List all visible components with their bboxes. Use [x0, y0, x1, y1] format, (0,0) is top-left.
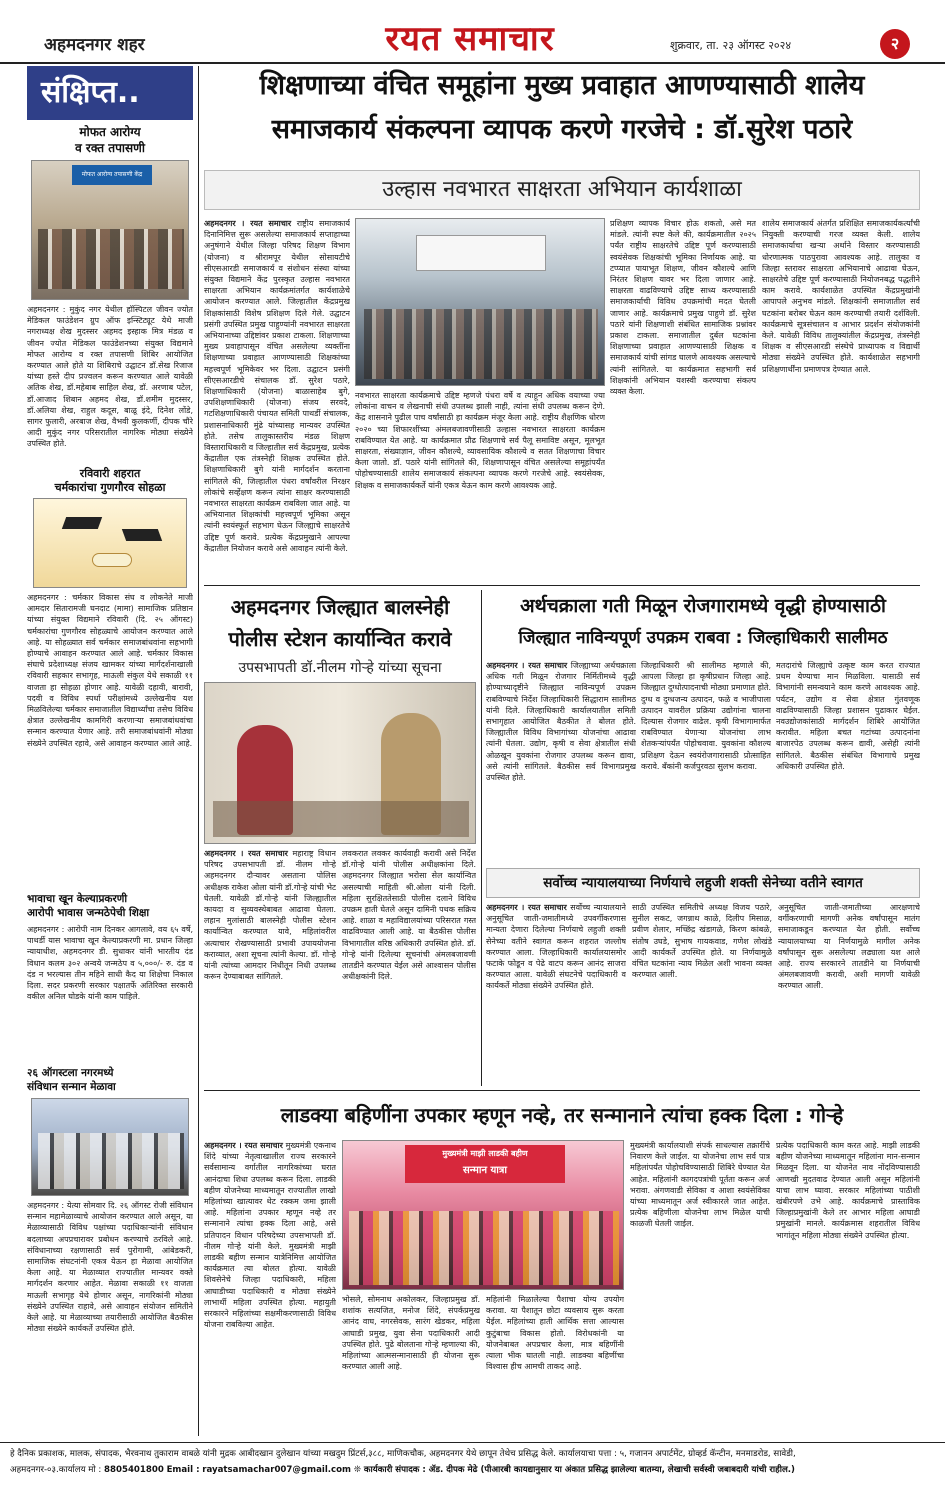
constitution-story: अहमदनगर : येत्या सोमवार दि. २६ ऑगस्ट रोजी संविधान सन्मान महामेळाव्याचे आयोजन करण्यात आले असून, या मेळाव्यासाठी विविध पक्षांच्या पदाधिकाऱ्यांनी संविधान बदलाच्या अपप्रचारावर प्रबोधन करण्याचे ठरविले आहे. संविधानाच्या रक्षणासाठी सर्व पुरोगामी, आंबेडकरी, सामाजिक संघटनांनी एकत्र येऊन हा मेळावा आयोजित केला आहे. या मेळाव्यात राज्यातील मान्यवर वक्ते मार्गदर्शन करणार आहेत. मेळावा सकाळी ११ वाजता माऊली सभागृह येथे होणार असून, नागरिकांनी मोठ्या संख्येने उपस्थित राहावे, असे आवाहन संयोजन समितीने केले आहे. या मेळाव्याच्या तयारीसाठी आयोजित बैठकीस मोठ्या संख्येने कार्यकर्ते उपस्थित होते. [27, 1201, 193, 1334]
footer-email[interactable]: rayatsamachar007@gmail.com [202, 1465, 351, 1475]
yatra-banner-sub: सन्मान यात्रा [462, 1165, 508, 1176]
lead-workshop-photo [355, 218, 605, 386]
collector-column-3: मतदारांचे जिल्ह्याचे उत्कृष्ट काम करत राज्यात प्रथम येण्याचा मान मिळविला. यासाठी सर्व विभागांनी समन्वयाने काम करणे आवश्यक आहे. पर्यटन, उद्योग व सेवा क्षेत्रात गुंतवणूक वाढविण्यासाठी जिल्हा प्रशासन पुढाकार घेईल. नवउद्योजकांसाठी मार्गदर्शन शिबिरे आयोजित करावीत. महिला बचत गटांच्या उत्पादनांना बाजारपेठ उपलब्ध करून द्यावी, असेही त्यांनी सांगितले. बैठकीस संबंधित विभागाचे प्रमुख अधिकारी उपस्थित होते. [776, 661, 920, 771]
lead-headline-line1: शिक्षणाच्या वंचित समूहांना मुख्य प्रवाहात आणण्यासाठी शालेय [259, 70, 865, 101]
ladki-column-3: महिलांनी मिळालेल्या पैशाचा योग्य उपयोग करावा. या पैशातून छोटा व्यवसाय सुरू करता येईल. महिलांच्या हाती आर्थिक सत्ता आल्यास कुटुंबाचा विकास होतो. विरोधकांनी या योजनेबाबत अपप्रचार केला, मात्र बहिणींनी त्याला भीक घातली नाही. लाडक्या बहिणींचा विश्वास हीच आमची ताकद आहे. [486, 1295, 624, 1372]
sidebar-pre-cobbler: रविवारी शहरात [79, 467, 141, 480]
lead-headline-line2: समाजकार्य संकल्पना व्यापक करणे गरजेचे : डॉ.सुरेश पठारे [271, 114, 853, 145]
footer-address-tail: अहमदनगर-०३.कार्यालय मो : [10, 1465, 102, 1475]
ladki-headline: लाडक्या बहिणींना उपकार म्हणून नव्हे, तर सन्मानाने त्यांचा हक्क दिला : गोऱ्हे [280, 1103, 844, 1127]
footer-imprint-line2 [10, 1462, 935, 1478]
sidebar-headline-murder: भावाचा खून केल्याप्रकरणी आरोपी भावास जन्मठेपेची शिक्षा [27, 893, 150, 919]
lead-column-3: प्रशिक्षण व्यापक विचार होऊ शकतो, असे मत मांडले. त्यांनी स्पष्ट केले की, कार्यक्रमातील २०२५ पर्यंत राष्ट्रीय साक्षरतेचे उद्दिष्ट पूर्ण करण्यासाठी स्वयंसेवक शिक्षकांची भूमिका निर्णायक आहे. या टप्प्यात पायाभूत शिक्षण, जीवन कौशल्ये आणि निरंतर शिक्षण यावर भर दिला जाणार आहे. साक्षरता वाढविण्याचे उद्दिष्ट साध्य करण्यासाठी समाजकार्याची विविध उपक्रमांची मदत घेतली जाणार आहे. कार्यक्रमाचे प्रमुख पाहुणे डॉ. सुरेश पठारे यांनी शिक्षणाशी संबंधित सामाजिक प्रश्नांवर प्रकाश टाकला. समाजातील दुर्बल घटकांना शिक्षणाच्या प्रवाहात आणण्यासाठी शिक्षक व समाजकार्य यांची सांगड घालणे आवश्यक असल्याचे त्यांनी सांगितले. या कार्यक्रमात सहभागी सर्व शिक्षकांनी अभियान यशस्वी करण्याचा संकल्प व्यक्त केला. [610, 219, 756, 397]
police-byline: अहमदनगर । रयत समाचार [204, 849, 288, 858]
footer-editor-note: ❊ कार्यकारी संपादक : ॲड. दीपक मेढे (पीआरबी कायद्यानुसार या अंकात प्रसिद्ध झालेल्या बातम्या, लेखाची सर्वस्वी जबाबदारी यांची राहील.) [353, 1465, 795, 1475]
collector-column-2: जिल्हाधिकारी श्री सालीमठ म्हणाले की, आपला जिल्हा हा कृषीप्रधान जिल्हा आहे. जिल्ह्यात दुग्धोत्पादनाची मोठ्या प्रमाणात होते. दुग्ध व दुग्धजन्य उत्पादन, फळे व भाजीपाला उत्पादन यावरील प्रक्रिया उद्योगांना चालना दिल्यास रोजगार वाढेल. कृषी विभागामार्फत राबविण्यात येणाऱ्या योजनांचा लाभ शेतकऱ्यांपर्यंत पोहोचवावा. युवकांना कौशल्य प्रशिक्षण देऊन स्वयंरोजगारासाठी प्रोत्साहित करावे. बँकांनी कर्जपुरवठा सुलभ करावा. [641, 661, 771, 771]
sofa [213, 801, 469, 837]
ladki-column-5: प्रत्येक पदाधिकारी काम करत आहे. माझी लाडकी बहीण योजनेच्या माध्यमातून महिलांना मान-सन्मान मिळवून दिला. या योजनेत नाव नोंदविण्यासाठी आणखी मुदतवाढ देण्यात आली असून महिलांनी याचा लाभ घ्यावा. सरकार महिलांच्या पाठीशी खंबीरपणे उभे आहे. कार्यक्रमाचे प्रास्ताविक जिल्हाप्रमुखांनी केले तर आभार महिला आघाडी प्रमुखांनी मानले. कार्यक्रमास शहरातील विविध भागांतून महिला मोठ्या संख्येने उपस्थित होत्या. [776, 1141, 920, 1240]
court-column-3: अनुसूचित जाती-जमातीच्या आरक्षणाचे वर्गीकरणाची मागणी अनेक वर्षांपासून मातंग समाजाकडून करण्यात येत होती. सर्वोच्च न्यायालयाच्या या निर्णयामुळे मागील अनेक वर्षांपासून सुरू असलेल्या लढ्याला यश आले आहे. राज्य सरकारने तातडीने या निर्णयाची अंमलबजावणी करावी, अशी मागणी यावेळी करण्यात आली. [778, 903, 920, 991]
lead-column-1 [204, 218, 350, 580]
ladki-yatra-photo [342, 1140, 624, 1290]
crowd-row [349, 1211, 619, 1285]
police-column-1 [204, 848, 336, 1086]
diploma-icon [92, 553, 132, 567]
page-number: २ [880, 29, 910, 59]
people-row [38, 1133, 184, 1189]
police-divider [481, 590, 482, 1086]
collector-headline-line2: जिल्ह्यात नाविन्यपूर्ण उपक्रम राबवा : जिल्हाधिकारी सालीमठ [518, 628, 888, 648]
court-text-1: सर्वोच्च न्यायालयाने अनुसूचित जाती-जमातीमध्ये उपवर्गीकरणास मान्यता देणारा दिलेल्या निर्णयाचे लहुजी शक्ती सेनेच्या वतीने स्वागत करून शहरात जल्लोष करण्यात आला. जिल्हाधिकारी कार्यालयासमोर फटाके फोडून व पेढे वाटप करून आनंद साजरा करण्यात आला. यावेळी संघटनेचे पदाधिकारी व कार्यकर्ते मोठ्या संख्येने उपस्थित होते. [486, 903, 626, 991]
lead-subhead: उल्हास नवभारत साक्षरता अभियान कार्यशाळा [204, 170, 920, 210]
murder-story: अहमदनगर : आरोपी नाम दिनकर आगलावे, वय ६५ वर्षे, पाथर्डी यास भावाचा खून केल्याप्रकरणी मा. प्रधान जिल्हा न्यायाधीश, अहमदनगर डी. सुधाकर यांनी भारतीय दंड विधान कलम ३०२ अन्वये जन्मठेप व ५,०००/- रु. दंड व दंड न भरल्यास तीन महिने साधी कैद या शिक्षेचा निकाल दिला. सदर प्रकरणी सरकार पक्षातर्फे अतिरिक्त सरकारी वकील अनिल घोडके यांनी काम पाहिले. [27, 925, 193, 1002]
court-column-2: साठी उपस्थित समितीचे अध्यक्ष विजय पठारे, सुनील सकट, जगन्नाथ काळे, दिलीप मिसाळ, प्रवीण शेलार, मच्छिंद्र खंडागळे, किरण कांबळे, संतोष उघडे, सुभाष गायकवाड, गणेश लोखंडे आदी कार्यकर्ते उपस्थित होते. या निर्णयामुळे वंचित घटकांना न्याय मिळेल अशी भावना व्यक्त करण्यात आली. [632, 903, 772, 980]
police-column-2: लवकरात लवकर कार्यवाही करावी असे निर्देश डॉ.गोऱ्हे यांनी पोलीस अधीक्षकांना दिले. अहमदनगर जिल्ह्यात भरोसा सेल कार्यान्वित असल्याची माहिती श्री.ओला यांनी दिली. महिला सुरक्षिततेसाठी पोलीस दलाने विविध उपक्रम हाती घेतले असून दामिनी पथक सक्रिय आहे. शाळा व महाविद्यालयांच्या परिसरात गस्त वाढविण्यात आली आहे. या बैठकीस पोलीस विभागातील वरिष्ठ अधिकारी उपस्थित होते. डॉ. गोऱ्हे यांनी दिलेल्या सूचनांची अंमलबजावणी तातडीने करण्यात येईल असे आश्वासन पोलीस अधीक्षकांनी दिले. [342, 849, 476, 982]
people-row [38, 229, 184, 289]
lead-column-4: शालेय समाजकार्य अंतर्गत प्रशिक्षित समाजकार्यकर्त्यांची नियुक्ती करण्याची गरज व्यक्त केली. शालेय समाजकार्याचा खऱ्या अर्थाने विस्तार करण्यासाठी धोरणात्मक पाठपुरावा आवश्यक आहे. तालुका व जिल्हा स्तरावर साक्षरता अभियानाचे आढावा घेऊन, साक्षरतेचे उद्दिष्ट पूर्ण करण्यासाठी नियोजनबद्ध पद्धतीने काम करावे. कार्यशाळेत उपस्थित केंद्रप्रमुखांनी आपापले अनुभव मांडले. शिक्षकांनी समाजातील सर्व घटकांना बरोबर घेऊन काम करण्याची तयारी दर्शविली. कार्यक्रमाचे सूत्रसंचालन व आभार प्रदर्शन संयोजकांनी केले. यावेळी विविध तालुक्यांतील केंद्रप्रमुख, तंत्रस्नेही शिक्षक व सीएसआरडी संस्थेचे प्राध्यापक व विद्यार्थी मोठ्या संख्येने उपस्थित होते. कार्यशाळेत सहभागी प्रशिक्षणार्थींना प्रमाणपत्र देण्यात आले. [762, 219, 920, 374]
constitution-meeting-photo [31, 1098, 189, 1196]
graduation-photo [33, 498, 187, 588]
police-headline-line1: अहमदनगर जिल्ह्यात बालस्नेही [230, 595, 450, 619]
police-meeting-photo [204, 682, 476, 844]
ladki-text-1: मुख्यमंत्री एकनाथ शिंदे यांच्या नेतृत्वाखालील राज्य सरकारने सर्वसामान्य वर्गातील नागरिकांच्या घरात आनंदाचा शिधा उपलब्ध करून दिला. लाडकी बहीण योजनेच्या माध्यमातून राज्यातील लाखो महिलांच्या खात्यावर थेट रक्कम जमा झाली आहे. महिलांना उपकार म्हणून नव्हे तर सन्मानाने त्यांचा हक्क दिला आहे, असे प्रतिपादन विधान परिषदेच्या उपसभापती डॉ. नीलम गोऱ्हे यांनी केले. मुख्यमंत्री माझी लाडकी बहीण सन्मान यात्रेनिमित्त आयोजित कार्यक्रमात त्या बोलत होत्या. यावेळी शिवसेनेचे जिल्हा पदाधिकारी, महिला आघाडीच्या पदाधिकारी व मोठ्या संख्येने लाभार्थी महिला उपस्थित होत्या. महायुती सरकारने महिलांच्या सक्षमीकरणासाठी विविध योजना राबविल्या आहेत. [204, 1141, 336, 1330]
court-column-1 [486, 902, 626, 1086]
yatra-banner [405, 1145, 565, 1183]
footer-phone: 8805401800 [104, 1465, 164, 1475]
ladki-column-4: मुख्यमंत्री कार्यालयाशी संपर्क साधल्यास तक्रारींचे निवारण केले जाईल. या योजनेचा लाभ सर्व पात्र महिलांपर्यंत पोहोचविण्यासाठी शिबिरे घेण्यात येत आहेत. महिलांनी कागदपत्रांची पूर्तता करून अर्ज भरावा. अंगणवाडी सेविका व आशा स्वयंसेविका यांच्या माध्यमातून अर्ज स्वीकारले जात आहेत. प्रत्येक बहिणीला योजनेचा लाभ मिळेल याची काळजी घेतली जाईल. [630, 1141, 770, 1229]
sidebar-divider [198, 66, 199, 1436]
sidebar [27, 66, 193, 1436]
section-label: अहमदनगर शहर [44, 35, 145, 55]
stage-banner [416, 235, 546, 271]
court-headline: सर्वोच्च न्यायालयाच्या निर्णयाचे लहुजी शक्ती सेनेच्या वतीने स्वागत [486, 868, 920, 898]
mid-bottom-rule [204, 1090, 920, 1091]
footer-rule [0, 1442, 945, 1443]
masthead [0, 0, 945, 62]
sidebar-title: संक्षिप्त.. [27, 66, 193, 120]
police-subhead: उपसभापती डॉ.नीलम गोऱ्हे यांच्या सूचना [238, 660, 442, 676]
court-byline: अहमदनगर । रयत समाचार [486, 903, 567, 912]
lead-bottom-rule [204, 585, 920, 586]
sidebar-headline-health: मोफत आरोग्य व रक्त तपासणी [75, 125, 145, 155]
ladki-byline: अहमदनगर । रयत समाचार [204, 1141, 283, 1150]
ladki-column-1 [204, 1140, 336, 1436]
newspaper-title: रयत समाचार [385, 19, 555, 59]
issue-date: शुक्रवार, ता. २३ ऑगस्ट २०२४ [670, 39, 792, 52]
lead-byline: अहमदनगर । रयत समाचार [204, 219, 292, 228]
audience-rows [364, 309, 598, 379]
footer-imprint-line1: हे दैनिक प्रकाशक, मालक, संपादक, भैरवनाथ तुकाराम वाबळे यांनी मुद्रक आबीदखान दुलेखान यांच्या मखदुम प्रिंटर्स,३८८, माणिकचौक, अहमदनगर येथे छापून तेथेच प्रसिद्ध केले. कार्यालयाचा पत्ता : ५, गजानन अपार्टमेंट, ग्रोव्हर्ड कॅन्टीन, मनमाडरोड, सावेडी, [10, 1449, 796, 1459]
lead-text-1: राष्ट्रीय समाजकार्य दिनानिमित्त सुरू असलेल्या समाजकार्य सप्ताहाच्या अनुषंगाने येथील जिल्हा परिषद शिक्षण विभाग (योजना) व श्रीरामपूर येथील सोसायटीचे सीएसआरडी समाजकार्य व संशोधन संस्था यांच्या संयुक्त विद्यमाने केंद्र पुरस्कृत उल्हास नवभारत साक्षरता अभियान कार्यक्रमांतर्गत कार्यशाळेचे आयोजन करण्यात आले. जिल्हातील केंद्रप्रमुख शिक्षकांसाठी विशेष प्रशिक्षण दिले गेले. उद्घाटन प्रसंगी उपस्थित प्रमुख पाहुण्यांनी नवभारत साक्षरता अभियानाच्या उद्दिष्टांवर प्रकाश टाकला. शिक्षणाच्या मुख्य प्रवाहापासून वंचित असलेल्या व्यक्तींना शिक्षणाच्या प्रवाहात आणण्यासाठी शिक्षकांच्या महत्त्वपूर्ण भूमिकेवर भर दिला. उद्घाटन प्रसंगी सीएसआरडीचे संचालक डॉ. सुरेश पठारे, शिक्षणाधिकारी (योजना) बाळासाहेब बुगे, उपशिक्षणाधिकारी (योजना) संजय सरवदे, गटशिक्षणाधिकारी पंचायत समिती पाथर्डी संचालक, प्रशासनाधिकारी मुंढे यांच्यासह मान्यवर उपस्थित होते. तसेच तालुकास्तरीय मंडळ शिक्षण विस्ताराधिकारी व जिल्हातील सर्व केंद्रप्रमुख, प्रत्येक केंद्रातील एक तंत्रस्नेही शिक्षक उपस्थित होते. शिक्षणाधिकारी बुगे यांनी मार्गदर्शन करताना सांगितले की, जिल्हातील पंधरा वर्षांवरील निरक्षर लोकांचे सर्व्हेक्षण करून त्यांना साक्षर करण्यासाठी नवभारत साक्षरता कार्यक्रम राबविला जात आहे. या अभियानात शिक्षकांची महत्त्वपूर्ण भूमिका असून त्यांनी स्वयंस्फूर्त सहभाग घेऊन जिल्ह्याचे साक्षरतेचे उद्दिष्ट पूर्ण करावे. प्रत्येक केंद्रप्रमुखाने आपल्या केंद्रातील नियोजन करावे असे आवाहन त्यांनी केले. [204, 219, 350, 553]
collector-byline: अहमदनगर । रयत समाचार [486, 661, 568, 670]
footer [10, 1446, 935, 1486]
graduation-cap-icon [62, 517, 102, 529]
health-camp-banner: मोफत आरोग्य तपासणी केंद्र [72, 165, 152, 185]
ladki-column-2: भोसले, सोमनाथ अकोलकर, जिल्हाप्रमुख डॉ. शशांक सत्यजित, मनोज शिंदे, संपर्कप्रमुख आनंद वाघ, नगरसेवक, सारंग खेडकर, महिला आघाडी प्रमुख, युवा सेना पदाधिकारी आदी उपस्थित होते. पुढे बोलताना गोऱ्हे म्हणाल्या की, महिलांच्या आत्मसन्मानासाठी ही योजना सुरू करण्यात आली आहे. [342, 1295, 480, 1372]
health-camp-photo [31, 160, 189, 300]
police-headline-line2: पोलीस स्टेशन कार्यान्वित करावे [228, 627, 452, 651]
collector-column-1 [486, 660, 636, 866]
graduation-cap-icon [122, 529, 162, 541]
sidebar-headline-constitution: २६ ऑगस्टला नगरमध्ये संविधान सन्मान मेळावा [27, 1067, 116, 1093]
health-camp-story: अहमदनगर : मुकुंद नगर येथील हॉस्पिटल जीवन ज्योत मेडिकल फाउंडेशन ग्रुप ऑफ इन्स्टिट्यूट येथे माजी नगराध्यक्ष शेख मुदस्सर अहमद इस्हाक मित्र मंडळ व जीवन ज्योत मेडिकल फाउंडेशनच्या संयुक्त विद्यमाने मोफत आरोग्य व रक्त तपासणी शिबिर आयोजित करण्यात आले होते या शिबिराचे उद्घाटन डॉ.सेख रिजाज यांच्या हस्ते दीप प्रज्वलन करून करण्यात आले यावेळी अतिक शेख, डॉ.महेबाब साहिल शेख, डॉ. अरणाब पटेल, डॉ.आजाद शिबान अहमद शेख, डॉ.शमीम मुदस्सर, डॉ.अलिया शेख, राहुल कदूस, बाळू इंदे, दिनेश लोंडे, सागर फुलारी, अरबाज शेख, वैभवी कुलकर्णी, दीपक चौरे आदी मुकुंद नगर परिसरातील नागरिक मोठ्या संख्येने उपस्थित होते. [27, 305, 193, 449]
lead-column-2: नवभारत साक्षरता कार्यक्रमाचे उद्दिष्ट म्हणजे पंधरा वर्षे व त्याहून अधिक वयाच्या ज्या लोकांना वाचन व लेखनाची संधी उपलब्ध झाली नाही, त्यांना संधी उपलब्ध करून देणे. केंद्र शासनाने पुढील पाच वर्षांसाठी हा कार्यक्रम मंजूर केला आहे. राष्ट्रीय शैक्षणिक धोरण २०२० च्या शिफारशींच्या अंमलबजावणीसाठी उल्हास नवभारत साक्षरता कार्यक्रम राबविण्यात येत आहे. या कार्यक्रमात प्रौढ शिक्षणाचे सर्व पैलू समाविष्ट असून, मूलभूत साक्षरता, संख्याज्ञान, जीवन कौशल्ये, व्यावसायिक कौशल्ये व सतत शिक्षणाचा विचार केला जातो. डॉ. पठारे यांनी सांगितले की, शिक्षणापासून वंचित असलेल्या समूहांपर्यंत पोहोचण्यासाठी शालेय समाजकार्य संकल्पना व्यापक करणे गरजेचे आहे. स्वयंसेवक, शिक्षक व समाजकार्यकर्ते यांनी एकत्र येऊन काम करणे आवश्यक आहे. [355, 391, 605, 490]
cobbler-story: अहमदनगर : चर्मकार विकास संघ व लोकनेते माजी आमदार सितारामजी घनदाट (मामा) सामाजिक प्रतिष्ठान यांच्या संयुक्त विद्यमाने रविवारी (दि. २५ ऑगस्ट) चर्मकारांचा गुणगौरव सोहळ्याचे आयोजन करण्यात आले आहे. या सोहळ्यात सर्व चर्मकार समाजबांधवांना सहभागी होण्याचे आवाहन करण्यात आले आहे. चर्मकार विकास संघाचे प्रदेशाध्यक्ष संजय खामकर यांच्या मार्गदर्शनाखाली रविवारी सहकार सभागृह, माऊली संकुल येथे सकाळी ११ वाजता हा सोहळा होणार आहे. यावेळी दहावी, बारावी, पदवी व विविध स्पर्धा परीक्षांमध्ये उल्लेखनीय यश मिळविलेल्या चर्मकार समाजातील विद्यार्थ्यांचा तसेच विविध क्षेत्रात उल्लेखनीय कामगिरी करणाऱ्या समाजबांधवांचा सन्मान करण्यात येणार आहे. तरी समाजबांधवांनी मोठ्या संख्येने उपस्थित रहावे, असे आवाहन करण्यात आले आहे. [27, 593, 193, 748]
sidebar-headline-cobbler: चर्मकारांचा गुणगौरव सोहळा [54, 481, 166, 494]
yatra-banner-title: मुख्यमंत्री माझी लाडकी बहीण [442, 1149, 528, 1158]
footer-email-label: Email : [166, 1465, 200, 1475]
collector-text-1: जिल्ह्याच्या अर्थचक्राला अधिक गती मिळून रोजगार निर्मितीमध्ये वृद्धी होण्याच्यादृष्टीने जिल्ह्यात नाविन्यपूर्ण उपक्रम राबविण्याचे निर्देश जिल्हाधिकारी सिद्धाराम सालीमठ यांनी दिले. जिल्हाधिकारी कार्यालयातील समिती सभागृहात आयोजित बैठकीत ते बोलत होते. जिल्ह्यातील विविध विभागांच्या योजनांचा आढावा त्यांनी घेतला. उद्योग, कृषी व सेवा क्षेत्रातील संधी ओळखून युवकांना रोजगार उपलब्ध करून द्यावा, असे त्यांनी सांगितले. बैठकीस सर्व विभागप्रमुख उपस्थित होते. [486, 661, 636, 783]
police-text-1: महाराष्ट्र विधान परिषद उपसभापती डॉ. नीलम गोऱ्हे अहमदनगर दौऱ्यावर असताना पोलिस अधीक्षक राकेश ओला यांनी डॉ.गोऱ्हे यांची भेट घेतली. यावेळी डॉ.गोऱ्हे यांनी जिल्ह्यातील कायदा व सुव्यवस्थेबाबत आढावा घेतला. लहान मुलांसाठी बालस्नेही पोलीस स्टेशन कार्यान्वित करण्यात यावे, महिलांवरील अत्याचार रोखण्यासाठी प्रभावी उपाययोजना कराव्यात, अशा सूचना त्यांनी केल्या. डॉ. गोऱ्हे यांनी त्यांच्या आमदार निधीतून निधी उपलब्ध करून देण्याबाबत सांगितले. [204, 849, 336, 982]
masthead-rule [0, 62, 945, 64]
collector-headline-line1: अर्थचक्राला गती मिळून रोजगारामध्ये वृद्धी होण्यासाठी [520, 595, 886, 617]
